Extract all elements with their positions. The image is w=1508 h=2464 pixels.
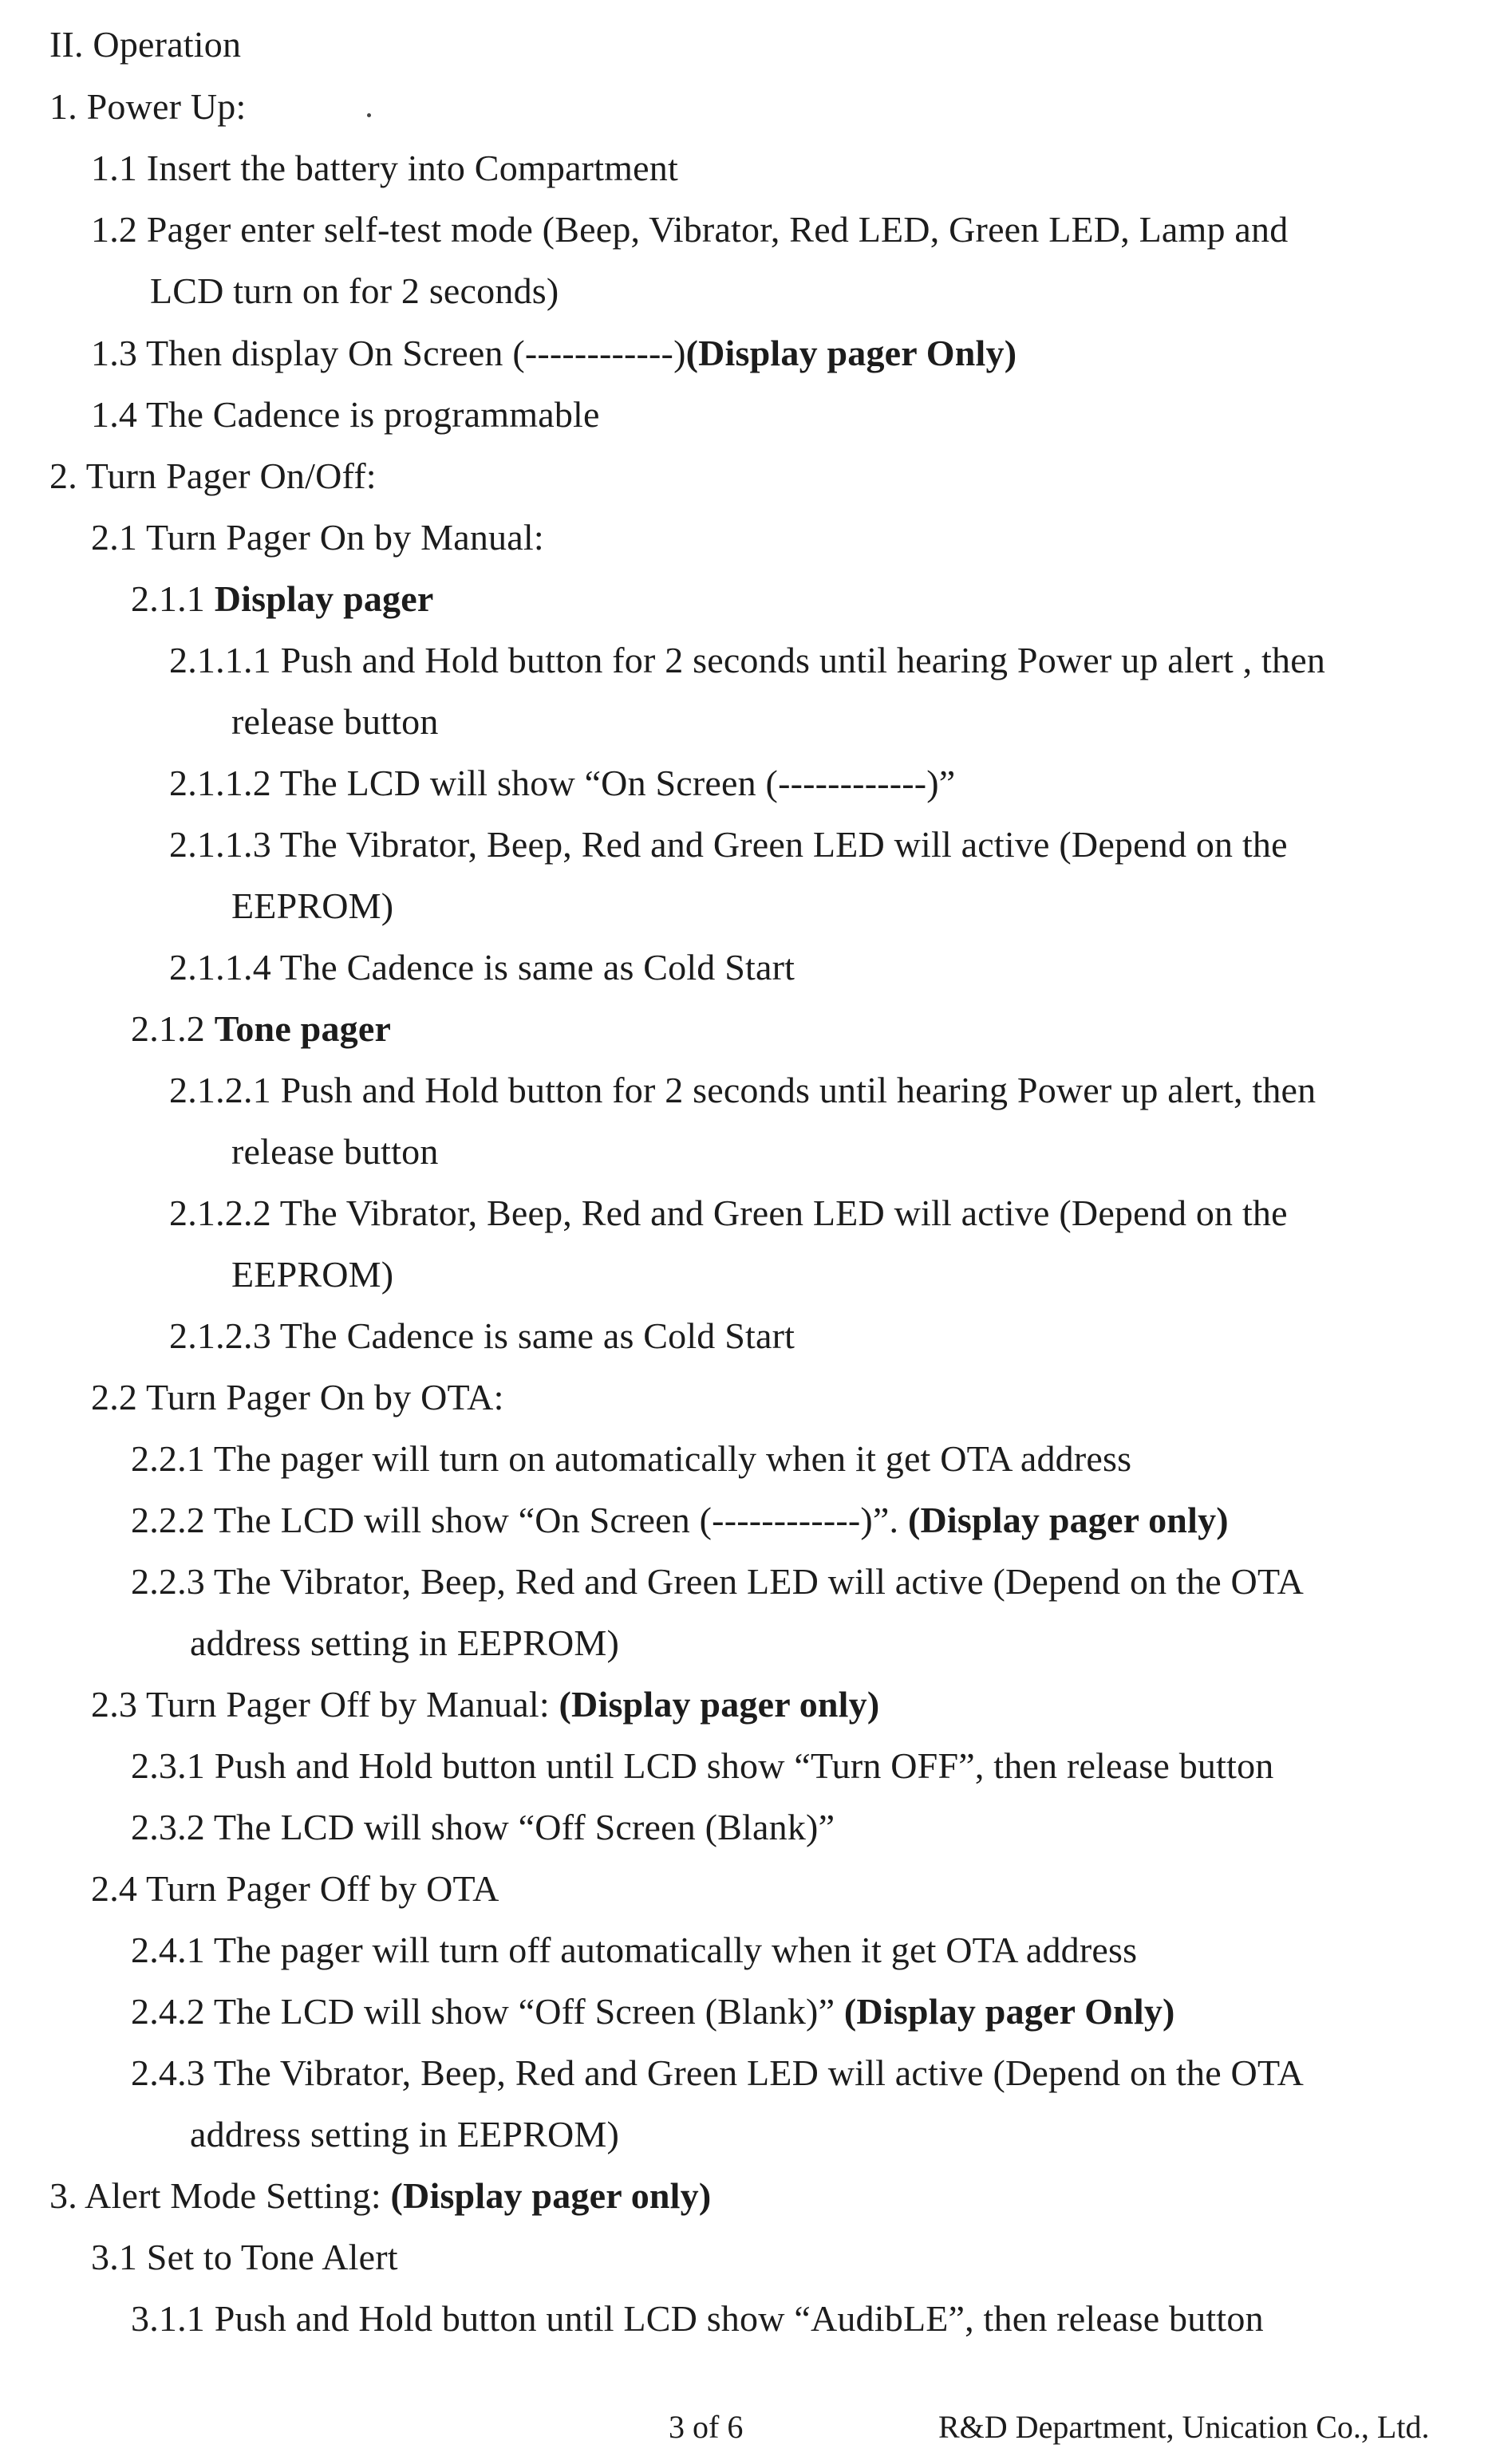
step-2-2: 2.2 Turn Pager On by OTA: <box>91 1377 504 1417</box>
step-2-1-1-3-continued: EEPROM) <box>231 885 394 926</box>
step-2-1-2-3: 2.1.2.3 The Cadence is same as Cold Start <box>169 1315 795 1356</box>
step-2-3: 2.3 Turn Pager Off by Manual: (Display pager only) <box>91 1684 880 1725</box>
section-heading: II. Operation <box>49 24 242 65</box>
step-2-2-2: 2.2.2 The LCD will show “On Screen (------------)”. (Display pager only) <box>131 1500 1229 1540</box>
step-2-4-3: 2.4.3 The Vibrator, Beep, Red and Green LED will active (Depend on the OTA <box>131 2052 1304 2093</box>
step-2-1-2-1: 2.1.2.1 Push and Hold button for 2 seconds until hearing Power up alert, then <box>169 1070 1317 1110</box>
page-number: 3 of 6 <box>669 2409 744 2445</box>
scan-speck <box>367 113 371 117</box>
step-2-1-2-2-continued: EEPROM) <box>231 1254 394 1295</box>
footer-department: R&D Department, Unication Co., Ltd. <box>938 2409 1430 2445</box>
step-2-1-1: 2.1.1 Display pager <box>131 578 434 619</box>
step-2-1-1-2: 2.1.1.2 The LCD will show “On Screen (------------)” <box>169 763 956 803</box>
step-2-3-2: 2.3.2 The LCD will show “Off Screen (Blank)” <box>131 1807 835 1847</box>
step-2-2-3-continued: address setting in EEPROM) <box>190 1622 619 1663</box>
step-2-2-3: 2.2.3 The Vibrator, Beep, Red and Green LED will active (Depend on the OTA <box>131 1561 1304 1602</box>
step-1-3: 1.3 Then display On Screen (------------)(Display pager Only) <box>91 333 1017 373</box>
step-2-heading: 2. Turn Pager On/Off: <box>49 455 377 496</box>
step-2-2-1: 2.2.1 The pager will turn on automatically when it get OTA address <box>131 1438 1132 1479</box>
step-3-heading: 3. Alert Mode Setting: (Display pager only) <box>49 2175 712 2216</box>
step-2-1: 2.1 Turn Pager On by Manual: <box>91 517 544 558</box>
step-1-1: 1.1 Insert the battery into Compartment <box>91 148 678 188</box>
step-1-heading: 1. Power Up: <box>49 86 247 127</box>
step-2-1-2: 2.1.2 Tone pager <box>131 1008 392 1049</box>
step-2-1-1-4: 2.1.1.4 The Cadence is same as Cold Start <box>169 947 795 988</box>
step-2-4-2: 2.4.2 The LCD will show “Off Screen (Blank)” (Display pager Only) <box>131 1991 1175 2032</box>
step-2-1-2-1-continued: release button <box>231 1131 439 1172</box>
step-2-1-1-1: 2.1.1.1 Push and Hold button for 2 seconds until hearing Power up alert , then <box>169 640 1326 680</box>
step-2-4-1: 2.4.1 The pager will turn off automatically when it get OTA address <box>131 1930 1138 1970</box>
step-2-4-3-continued: address setting in EEPROM) <box>190 2114 619 2155</box>
step-2-1-1-3: 2.1.1.3 The Vibrator, Beep, Red and Green LED will active (Depend on the <box>169 824 1288 865</box>
step-1-4: 1.4 The Cadence is programmable <box>91 394 600 435</box>
step-2-1-1-1-continued: release button <box>231 701 439 742</box>
step-1-2: 1.2 Pager enter self-test mode (Beep, Vibrator, Red LED, Green LED, Lamp and <box>91 209 1289 250</box>
step-2-4: 2.4 Turn Pager Off by OTA <box>91 1868 499 1909</box>
step-1-2-continued: LCD turn on for 2 seconds) <box>150 270 559 311</box>
step-3-1: 3.1 Set to Tone Alert <box>91 2237 398 2277</box>
step-2-1-2-2: 2.1.2.2 The Vibrator, Beep, Red and Green LED will active (Depend on the <box>169 1193 1288 1233</box>
step-2-3-1: 2.3.1 Push and Hold button until LCD show “Turn OFF”, then release button <box>131 1745 1274 1786</box>
step-3-1-1: 3.1.1 Push and Hold button until LCD show “AudibLE”, then release button <box>131 2298 1264 2339</box>
